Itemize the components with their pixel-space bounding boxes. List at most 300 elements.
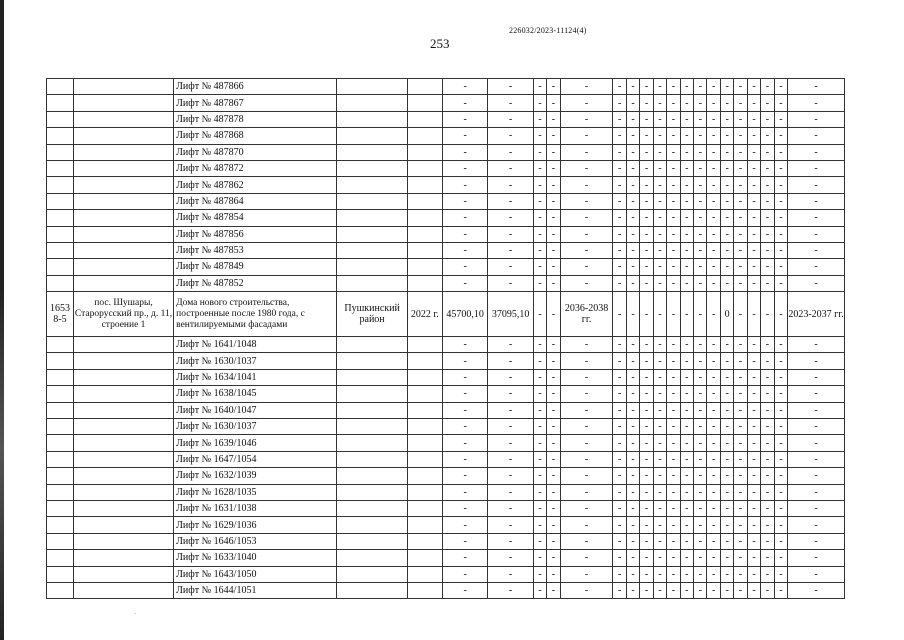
dash-cell: - [640,337,653,353]
dash-cell: - [613,386,626,402]
dash-cell: - [547,419,560,435]
dash-cell: - [774,144,787,160]
dash-cell: - [788,419,845,435]
dash-cell: - [720,111,733,127]
dash-cell: - [667,566,680,582]
dash-cell: - [653,550,666,566]
dash-cell: - [547,292,560,337]
dash-cell: - [774,128,787,144]
year-cell [407,369,442,385]
dash-cell: - [488,210,533,226]
dash-cell: - [626,435,639,451]
dash-cell: - [747,353,760,369]
dash-cell: - [488,566,533,582]
dash-cell: - [680,242,693,258]
year-cell [407,95,442,111]
dash-cell: - [442,226,487,242]
dash-cell: - [488,484,533,500]
lift-name-cell: Лифт № 1634/1041 [174,369,337,385]
number-cell [47,193,74,209]
dash-cell: - [626,369,639,385]
dash-cell: - [788,402,845,418]
dash-cell: - [488,128,533,144]
dash-cell: - [788,193,845,209]
dash-cell: - [626,337,639,353]
dash-cell: - [667,369,680,385]
table-row [47,226,845,242]
dash-cell: - [640,193,653,209]
address-cell [73,582,173,598]
table-row [47,582,845,598]
dash-cell: - [747,435,760,451]
dash-cell: - [720,79,733,95]
dash-cell: - [667,226,680,242]
dash-cell: - [613,337,626,353]
number-cell [47,468,74,484]
dash-cell: - [613,193,626,209]
dash-cell: - [613,292,626,337]
dash-cell: - [680,128,693,144]
dash-cell: - [533,111,546,127]
dash-cell: - [626,292,639,337]
year-cell [407,500,442,516]
dash-cell: - [788,468,845,484]
dash-cell: - [720,160,733,176]
dash-cell: - [707,337,720,353]
dash-cell: - [788,451,845,467]
dash-cell: - [734,337,747,353]
area-total-cell: 45700,10 [442,292,487,337]
dash-cell: - [788,79,845,95]
dash-cell: - [547,533,560,549]
building-description-cell: Дома нового строительства, построенные после 1980 года, с вентилируемыми фасадами [174,292,337,337]
dash-cell: - [640,582,653,598]
lift-name-cell: Лифт № 487867 [174,95,337,111]
dash-cell: - [774,451,787,467]
dash-cell: - [680,177,693,193]
dash-cell: - [707,550,720,566]
table-row [47,402,845,418]
dash-cell: - [547,353,560,369]
dash-cell: - [533,160,546,176]
number-cell [47,111,74,127]
dash-cell: - [734,566,747,582]
dash-cell: - [547,550,560,566]
dash-cell: - [680,292,693,337]
dash-cell: - [667,111,680,127]
dash-cell: - [734,386,747,402]
dash-cell: - [560,402,613,418]
dash-cell: - [734,242,747,258]
dash-cell: - [533,259,546,275]
number-cell [47,144,74,160]
dash-cell: - [547,451,560,467]
dash-cell: - [626,566,639,582]
dash-cell: - [442,451,487,467]
lift-name-cell: Лифт № 1633/1040 [174,550,337,566]
dash-cell: - [734,275,747,291]
dash-cell: - [667,550,680,566]
dash-cell: - [774,484,787,500]
dash-cell: - [488,402,533,418]
table-row [47,79,845,95]
dash-cell: - [613,550,626,566]
address-cell [73,386,173,402]
dash-cell: - [761,435,774,451]
dash-cell: - [488,533,533,549]
district-cell [337,144,407,160]
lift-name-cell: Лифт № 1628/1035 [174,484,337,500]
dash-cell: - [560,353,613,369]
table-row [47,144,845,160]
dash-cell: - [707,369,720,385]
table-row [47,128,845,144]
dash-cell: - [774,369,787,385]
year-cell [407,144,442,160]
dash-cell: - [547,566,560,582]
dash-cell: - [533,435,546,451]
dash-cell: - [734,468,747,484]
dash-cell: - [547,242,560,258]
dash-cell: - [707,144,720,160]
dash-cell: - [547,128,560,144]
dash-cell: - [680,419,693,435]
dash-cell: - [788,144,845,160]
dash-cell: - [667,484,680,500]
year-cell [407,533,442,549]
dash-cell: - [761,582,774,598]
dash-cell: - [720,337,733,353]
dash-cell: - [680,435,693,451]
lift-name-cell: Лифт № 487854 [174,210,337,226]
lift-name-cell: Лифт № 487849 [174,259,337,275]
address-cell [73,451,173,467]
dash-cell: - [653,111,666,127]
dash-cell: - [734,402,747,418]
lift-name-cell: Лифт № 1638/1045 [174,386,337,402]
period-cell: 2023-2037 гг. [788,292,845,337]
period-cell: 2036-2038 гг. [560,292,613,337]
dash-cell: - [488,275,533,291]
dash-cell: - [680,95,693,111]
dash-cell: - [442,160,487,176]
dash-cell: - [640,242,653,258]
dash-cell: - [547,79,560,95]
dash-cell: - [707,566,720,582]
year-cell [407,160,442,176]
lift-name-cell: Лифт № 487872 [174,160,337,176]
number-cell [47,550,74,566]
dash-cell: - [707,500,720,516]
address-cell [73,468,173,484]
dash-cell: - [442,369,487,385]
dash-cell: - [533,353,546,369]
dash-cell: - [488,177,533,193]
dash-cell: - [694,242,707,258]
dash-cell: - [788,128,845,144]
dash-cell: - [488,337,533,353]
dash-cell: - [694,353,707,369]
table-row [47,275,845,291]
dash-cell: - [761,566,774,582]
dash-cell: - [720,419,733,435]
dash-cell: - [761,451,774,467]
dash-cell: - [720,582,733,598]
dash-cell: - [640,292,653,337]
dash-cell: - [613,582,626,598]
dash-cell: - [442,582,487,598]
number-cell [47,451,74,467]
dash-cell: - [560,517,613,533]
dash-cell: - [680,566,693,582]
dash-cell: - [761,111,774,127]
dash-cell: - [533,79,546,95]
registry-table [46,78,845,599]
dash-cell: - [613,160,626,176]
dash-cell: - [547,160,560,176]
dash-cell: - [747,275,760,291]
number-cell [47,95,74,111]
dash-cell: - [734,484,747,500]
dash-cell: - [734,128,747,144]
dash-cell: - [560,128,613,144]
dash-cell: - [560,210,613,226]
address-cell [73,226,173,242]
dash-cell: - [774,353,787,369]
dash-cell: - [720,242,733,258]
dash-cell: - [720,451,733,467]
dash-cell: - [734,517,747,533]
lift-name-cell: Лифт № 1646/1053 [174,533,337,549]
dash-cell: - [533,292,546,337]
year-cell [407,451,442,467]
dash-cell: - [667,500,680,516]
dash-cell: - [613,226,626,242]
number-cell [47,128,74,144]
dash-cell: - [667,337,680,353]
dash-cell: - [747,500,760,516]
dash-cell: - [488,386,533,402]
dash-cell: - [653,259,666,275]
dash-cell: - [533,337,546,353]
dash-cell: - [533,517,546,533]
dash-cell: - [488,582,533,598]
dash-cell: - [774,160,787,176]
dash-cell: - [788,337,845,353]
dash-cell: - [640,484,653,500]
dash-cell: - [774,259,787,275]
dash-cell: - [442,242,487,258]
dash-cell: - [640,353,653,369]
dash-cell: - [707,582,720,598]
dash-cell: - [694,259,707,275]
number-cell [47,566,74,582]
dash-cell: - [707,79,720,95]
lift-name-cell: Лифт № 1630/1037 [174,353,337,369]
lift-name-cell: Лифт № 1640/1047 [174,402,337,418]
dash-cell: - [761,226,774,242]
dash-cell: - [747,582,760,598]
dash-cell: - [761,468,774,484]
dash-cell: - [653,337,666,353]
dash-cell: - [626,259,639,275]
year-cell [407,275,442,291]
table-row [47,369,845,385]
dash-cell: - [707,386,720,402]
dash-cell: - [442,177,487,193]
dash-cell: - [488,451,533,467]
table-row [47,484,845,500]
district-cell [337,468,407,484]
dash-cell: - [761,386,774,402]
dash-cell: - [626,582,639,598]
dash-cell: - [707,484,720,500]
dash-cell: - [442,210,487,226]
dash-cell: - [640,128,653,144]
dash-cell: - [734,144,747,160]
dash-cell: - [734,582,747,598]
dash-cell: - [613,517,626,533]
dash-cell: - [761,292,774,337]
dash-cell: - [613,242,626,258]
dash-cell: - [694,144,707,160]
dash-cell: - [774,582,787,598]
dash-cell: - [626,160,639,176]
district-cell [337,177,407,193]
dash-cell: - [774,193,787,209]
dash-cell: - [653,517,666,533]
dash-cell: - [788,369,845,385]
dash-cell: - [442,419,487,435]
dash-cell: - [680,451,693,467]
dash-cell: - [640,210,653,226]
dash-cell: - [613,79,626,95]
dash-cell: - [788,435,845,451]
dash-cell: - [626,242,639,258]
number-cell [47,242,74,258]
dash-cell: - [533,275,546,291]
dash-cell: - [694,226,707,242]
dash-cell: - [560,419,613,435]
dash-cell: - [694,451,707,467]
dash-cell: - [653,353,666,369]
lift-name-cell: Лифт № 487864 [174,193,337,209]
dash-cell: - [613,177,626,193]
lift-name-cell: Лифт № 487852 [174,275,337,291]
dash-cell: - [720,566,733,582]
dash-cell: - [720,144,733,160]
dash-cell: - [680,111,693,127]
dash-cell: - [560,160,613,176]
year-cell [407,386,442,402]
table-row [47,386,845,402]
dash-cell: - [774,402,787,418]
dash-cell: - [626,517,639,533]
dash-cell: - [547,210,560,226]
dash-cell: - [442,402,487,418]
dash-cell: - [694,128,707,144]
dash-cell: - [442,128,487,144]
lift-name-cell: Лифт № 1641/1048 [174,337,337,353]
dash-cell: - [707,242,720,258]
table-row [47,435,845,451]
dash-cell: - [533,582,546,598]
address-cell [73,484,173,500]
dash-cell: - [488,79,533,95]
dash-cell: - [667,128,680,144]
dash-cell: - [734,259,747,275]
dash-cell: - [680,337,693,353]
dash-cell: - [533,242,546,258]
dash-cell: - [640,160,653,176]
address-cell [73,566,173,582]
address-cell [73,275,173,291]
dash-cell: - [707,275,720,291]
dash-cell: - [613,144,626,160]
dash-cell: - [442,484,487,500]
dash-cell: - [747,292,760,337]
district-cell [337,79,407,95]
dash-cell: - [774,210,787,226]
dash-cell: - [613,435,626,451]
dash-cell: - [640,500,653,516]
dash-cell: - [626,468,639,484]
dash-cell: - [626,95,639,111]
dash-cell: - [667,292,680,337]
dash-cell: - [788,95,845,111]
dash-cell: - [694,500,707,516]
dash-cell: - [488,419,533,435]
dash-cell: - [547,402,560,418]
district-cell [337,451,407,467]
dash-cell: - [653,484,666,500]
table-row [47,242,845,258]
number-cell [47,369,74,385]
dash-cell: - [761,353,774,369]
district-cell: Пушкинский район [337,292,407,337]
dash-cell: - [626,402,639,418]
lift-name-cell: Лифт № 487862 [174,177,337,193]
dash-cell: - [707,292,720,337]
dash-cell: - [626,226,639,242]
dash-cell: - [747,160,760,176]
table-row [47,160,845,176]
dash-cell: - [761,369,774,385]
address-cell [73,79,173,95]
dash-cell: - [488,226,533,242]
dash-cell: - [747,259,760,275]
dash-cell: - [442,79,487,95]
dash-cell: - [533,533,546,549]
dash-cell: - [774,226,787,242]
dash-cell: - [774,550,787,566]
dash-cell: - [734,550,747,566]
dash-cell: - [533,500,546,516]
dash-cell: - [640,259,653,275]
dash-cell: - [533,144,546,160]
dash-cell: - [774,533,787,549]
dash-cell: - [734,533,747,549]
dash-cell: - [788,226,845,242]
dash-cell: - [734,160,747,176]
dash-cell: - [442,353,487,369]
dash-cell: - [653,160,666,176]
dash-cell: - [694,533,707,549]
dash-cell: - [653,128,666,144]
dash-cell: - [547,484,560,500]
dash-cell: - [626,79,639,95]
table-row [47,337,845,353]
